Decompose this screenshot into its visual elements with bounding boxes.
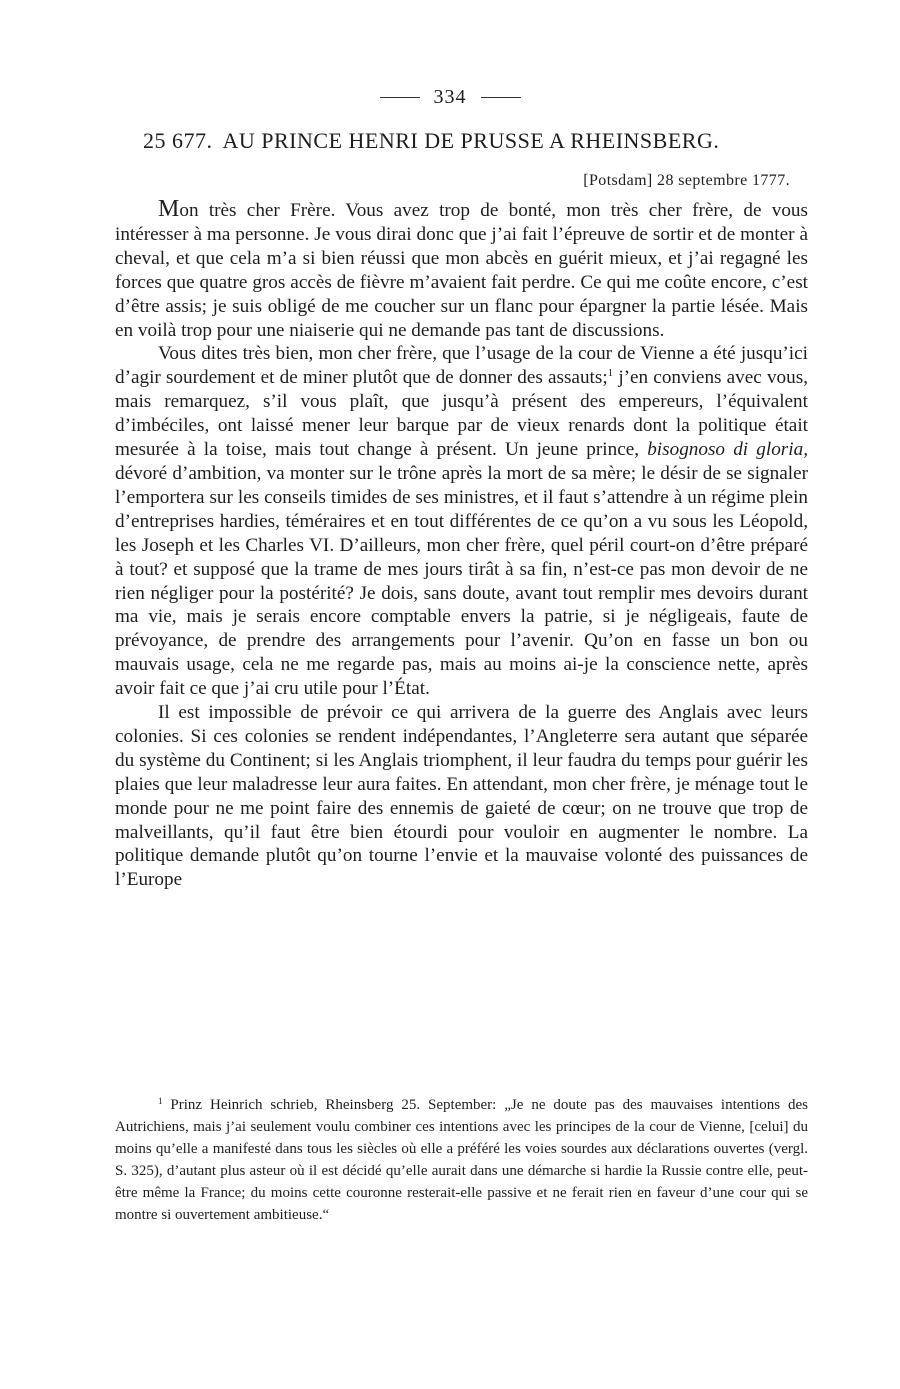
letter-number: 25 677. bbox=[143, 128, 213, 153]
footnote-mark: 1 bbox=[158, 1096, 163, 1106]
footnote-text: Prinz Heinrich schrieb, Rheinsberg 25. September: „Je ne doute pas des mauvaises intentions des Autrichiens, mais j’ai seulement voulu combiner ces intentions avec les principes de la cour de Vienne, [celui] du moins qu’elle a manifesté dans tous les siècles où elle a préféré les voies sourdes aux déclarations ouvertes (vergl. S. 325), d’autant plus asteur où il est décidé qu’elle aurait dans une démarche si hardie la Russie contre elle, peut-être même la France; du moins cette couronne resterait-elle passive et ne ferait rien en faveur d’une cour qui se montre si ouvertement ambitieuse.“ bbox=[115, 1097, 808, 1223]
letter-body bbox=[115, 198, 808, 892]
header-rule-right bbox=[481, 97, 521, 98]
footnote-paragraph bbox=[115, 1094, 808, 1226]
initial-letter: M bbox=[158, 196, 180, 222]
paragraph-1 bbox=[115, 198, 808, 342]
paragraph-2-text-c: dévoré d’ambition, va monter sur le trône après la mort de sa mère; le désir de se signaler l’emportera sur les conseils timides de ses ministres, et il faut s’attendre à un régime plein d’entreprises hardies, téméraires et en tout différentes de ce qu’on a vu sous les Léopold, les Joseph et les Charles VI. D’ailleurs, mon cher frère, quel péril court-on d’être préparé à tout? et supposé que la trame de mes jours tirât à sa fin, n’est-ce pas mon devoir de ne rien négliger pour la postérité? Je dois, sans doute, avant tout remplir mes devoirs durant ma vie, mais je serais encore comptable envers la patrie, si je négligeais, faute de prévoyance, de prendre des arrangements pour l’avenir. Qu’on en fasse un bon ou mauvais usage, cela ne me regarde pas, mais au moins ai-je la conscience nette, après avoir fait ce que j’ai cru utile pour l’État. bbox=[115, 462, 808, 700]
page-header bbox=[0, 86, 900, 109]
paragraph-2-italic: bisognoso di gloria, bbox=[647, 439, 808, 461]
header-rule-left bbox=[380, 97, 420, 98]
dateline: [Potsdam] 28 septembre 1777. bbox=[583, 172, 790, 189]
letter-title: AU PRINCE HENRI DE PRUSSE A RHEINSBERG. bbox=[222, 128, 720, 153]
paragraph-2 bbox=[115, 342, 808, 701]
paragraph-2-text-b: j’en conviens avec vous, mais remarquez, s’il vous plaît, que jusqu’à présent des empereurs, l’équivalent d’imbéciles, ont laissé mener leur barque par de vieux renards dont la politique était mesurée à la toise, mais tout change à présent. Un jeune prince, bbox=[115, 367, 808, 461]
letter-heading bbox=[143, 128, 823, 154]
paragraph-1-text: on très cher Frère. Vous avez trop de bonté, mon très cher frère, de vous intéresser à ma personne. Je vous dirai donc que j’ai fait l’épreuve de sortir et de monter à cheval, et que cela m’a si bien réussi que mon abcès en guérit mieux, et j’ai regagné les forces que quatre gros accès de fièvre m’avaient fait perdre. Ce qui me coûte encore, c’est d’être assis; je suis obligé de me coucher sur un flanc pour épargner la partie lésée. Mais en voilà trop pour une niaiserie qui ne demande pas tant de discussions. bbox=[115, 200, 808, 341]
paragraph-2-text-a: Vous dites très bien, mon cher frère, que l’usage de la cour de Vienne a été jusqu’ici d’agir sourdement et de miner plutôt que de donner des assauts; bbox=[115, 343, 808, 389]
page-number: 334 bbox=[433, 86, 467, 108]
footnote bbox=[115, 1094, 808, 1226]
footnote-reference: 1 bbox=[607, 367, 614, 380]
paragraph-3: Il est impossible de prévoir ce qui arrivera de la guerre des Anglais avec leurs colonies. Si ces colonies se rendent indépendantes, l’Angleterre sera autant que séparée du système du Continent; si les Anglais triomphent, il leur faudra du temps pour guérir les plaies que leur maladresse leur aura faites. En attendant, mon cher frère, je ménage tout le monde pour ne me point faire des ennemis de gaieté de cœur; on ne trouve que trop de malveillants, qu’il faut être bien étourdi pour vouloir en augmenter le nombre. La politique demande plutôt qu’on tourne l’envie et la mauvaise volonté des puissances de l’Europe bbox=[115, 702, 808, 891]
